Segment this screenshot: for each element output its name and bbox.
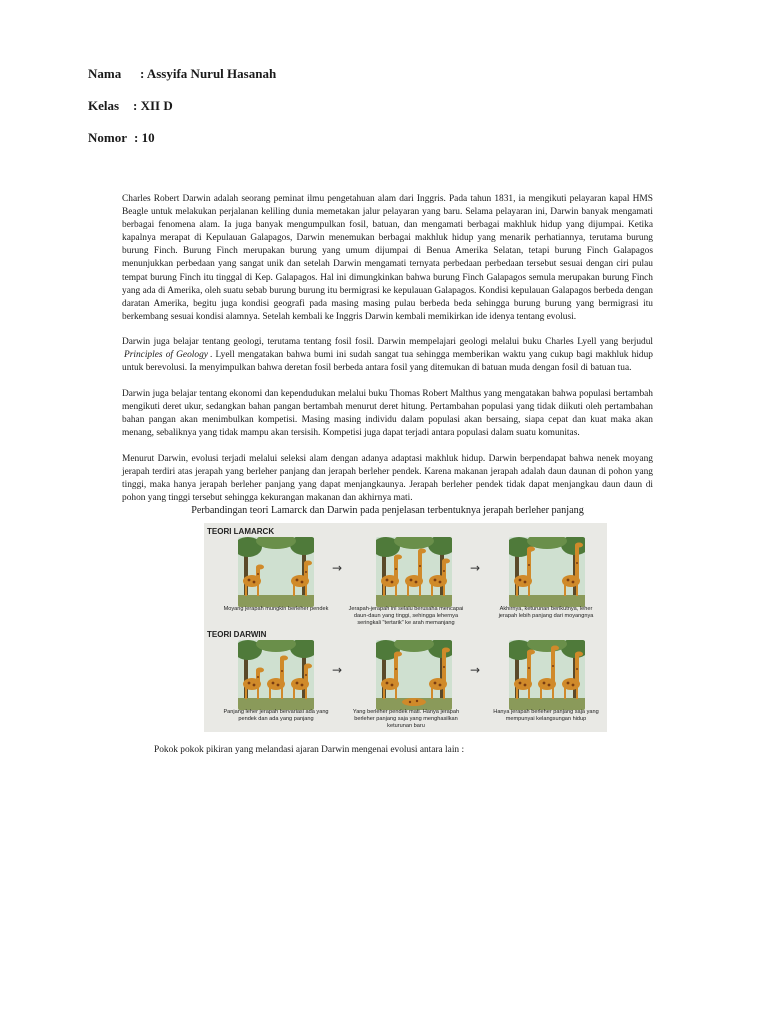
darwin-caption-1: Panjang leher jerapah bervariasi ada yang pendek dan ada yang panjang (223, 709, 329, 722)
figure-caption: Perbandingan teori Lamarck dan Darwin pada penjelasan terbentuknya jerapah berleher panjang (191, 505, 584, 516)
arrow-icon: → (332, 561, 343, 575)
giraffe-scene-image (509, 537, 585, 607)
number-label: Nomor (88, 130, 127, 145)
name-row (88, 66, 276, 82)
giraffe-scene-image (509, 640, 585, 710)
darwin-title: TEORI DARWIN (207, 630, 267, 639)
class-value: : XII D (133, 98, 173, 113)
paragraph-3: Darwin juga belajar tentang ekonomi dan kependudukan melalui buku Thomas Robert Malthus yang mengatakan bahwa populasi bertambah mengikuti deret ukur, sedangkan bahan pangan bertambah menurut deret hitung. Pertambahan populasi yang tidak diikuti oleh pertambahan bahan pangan akan menimbulkan kompetisi. Masing masing individu dalam populasi akan bersaing, siapa cepat dan kuat maka akan menang, sebaliknya yang tidak mampu akan tersisih. Kompetisi juga dapat terjadi antara populasi dalam suatu komunitas. (122, 389, 653, 439)
name-label: Nama (88, 66, 122, 81)
giraffe-scene-image (238, 537, 314, 607)
paragraph-1: Charles Robert Darwin adalah seorang peminat ilmu pengetahuan alam dari Inggris. Pada tahun 1831, ia mengikuti pelayaran kapal HMS Beagle untuk melakukan perjalanan keliling dunia memetakan jalur pelayaran yang baru. Selama pelayaran ini, Darwin banyak mengamati berbagai fenomena alam. Ia juga banyak mengumpulkan fosil, batuan, dan mengamati berbagai makhluk hidup yang dijumpai. Ketika kapalnya merapat di Kepulauan Galapagos, Darwin menemukan berbagai makhluk hidup yang menarik perhatiannya, terutama burung burung Finch. Burung Finch merupakan burung yang umum dijumpai di Benua Amerika Selatan, tetapi burung Finch Galapagos menunjukkan perbedaan yang sangat unik dan setelah Darwin mengamati ternyata perbedaan perbedaan tersebut sesuai dengan ciri pulau tempat burung Finch itu tinggal di Kep. Galapagos. Hal ini dimungkinkan bahwa burung Finch Galapagos semula merupakan burung Finch yang ada di Amerika, oleh suatu sebab burung burung itu bermigrasi ke kepulauan Galapagos. Kondisi kepulauan Galapagos berbeda dengan daratan Amerika, begitu juga kondisi geografi pada masing masing pulau berbeda beda sehingga burung burung yang bermigrasi itu berkembang sesuai kondisi alamnya. Setelah kembali ke Inggris Darwin kembali memikirkan ide idenya tentang evolusi. (122, 194, 653, 322)
lamarck-caption-3: Akhirnya, keturunan berikutnya, leher jerapah lebih panjang dari moyangnya (498, 606, 594, 619)
book-title: Principles of Geology (124, 350, 208, 361)
paragraph-2 (122, 336, 653, 375)
class-row (88, 98, 173, 114)
giraffe-scene-image (376, 537, 452, 607)
lamarck-caption-1: Moyang jerapah mungkin berleher pendek (223, 606, 329, 612)
number-value: : 10 (134, 130, 155, 145)
paragraph-2-text-b: . Lyell mengatakan bahwa bumi ini sudah sangat tua sehingga memberikan waktu yang cukup bagi makhluk hidup untuk berevolusi. Ia menyimpulkan bahwa deretan fosil berbeda antara fosil yang ditemukan di batuan muda dengan fosil di batuan tua. (122, 350, 653, 374)
lamarck-caption-2: Jerapah-jerapah ini selalu berusaha mencapai daun-daun yang tinggi, sehingga lehernya seringkali "tertarik" ke arah memanjang (348, 606, 464, 626)
giraffe-scene-image (238, 640, 314, 710)
darwin-caption-2: Yang berleher pendek mati. Hanya jerapah berleher panjang saja yang menghasilkan keturunan baru (352, 709, 460, 729)
arrow-icon: → (470, 663, 481, 677)
closing-line: Pokok pokok pikiran yang melandasi ajaran Darwin mengenai evolusi antara lain : (154, 745, 465, 755)
giraffe-figure (204, 523, 607, 732)
paragraph-2-text-a: Darwin juga belajar tentang geologi, terutama tentang fosil fosil. Darwin mempelajari geologi melalui buku Charles Lyell yang berjudul (122, 337, 653, 347)
giraffe-scene-image (376, 640, 452, 710)
paragraph-4: Menurut Darwin, evolusi terjadi melalui seleksi alam dengan adanya adaptasi makhluk hidup. Darwin berpendapat bahwa nenek moyang jerapah terdiri atas jerapah yang berleher panjang dan jerapah berleher pendek. Karena makanan jerapah adalah daun daunan di pohon yang tinggi, maka hanya jerapah berleher panjang yang dapat menjangkaunya. Jerapah berleher pendek tidak dapat menjangkau daun daun di pohon yang tinggi tersebut sehingga kekurangan makanan dan akhirnya mati. (122, 454, 653, 504)
number-row (88, 130, 155, 146)
class-label: Kelas (88, 98, 120, 113)
darwin-caption-3: Hanya jerapah berleher panjang saja yang mempunyai kelangsungan hidup (493, 709, 599, 722)
arrow-icon: → (332, 663, 343, 677)
arrow-icon: → (470, 561, 481, 575)
name-value: : Assyifa Nurul Hasanah (140, 66, 277, 81)
lamarck-title: TEORI LAMARCK (207, 527, 275, 536)
